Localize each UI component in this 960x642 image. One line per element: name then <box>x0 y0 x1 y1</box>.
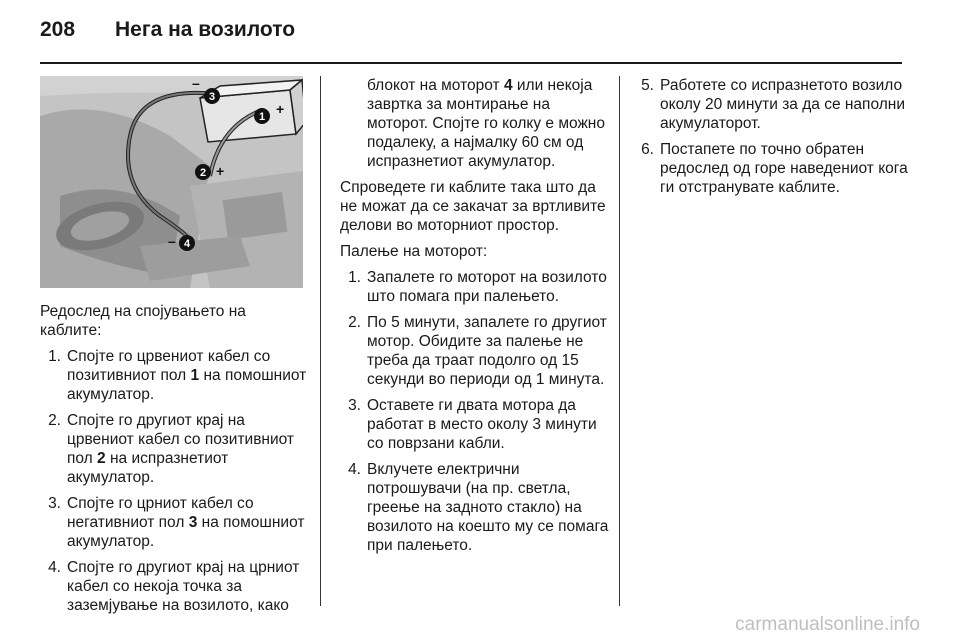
watermark: carmanualsonline.info <box>735 614 920 635</box>
column-divider <box>320 76 321 606</box>
engine-bay-drawing <box>40 76 303 288</box>
list-item: 3. Оставете ги двата мотора да работат в место околу 3 минути со поврзани кабли. <box>348 397 597 452</box>
page-number: 208 <box>40 18 76 41</box>
page-title: Нега на возилото <box>115 18 296 41</box>
list-item: 4. Вклучете електрични потрошувачи (на пр. светла, греење на задното стакло) на возилото на коешто му се помага при палењето. <box>348 461 609 554</box>
list-item: 2. Спојте го другиот крај на црвениот кабел со позитивниот пол 2 на испразнетиот акумулатор. <box>48 412 295 486</box>
list-item: 2. По 5 минути, запалете го другиот мотор. Обидите за палење не треба да траат подолго од 15 секунди во периоди од 1 минута. <box>348 314 607 388</box>
jump-start-illustration <box>40 76 303 288</box>
svg-text:2: 2 <box>199 167 207 179</box>
svg-text:+: + <box>276 101 285 117</box>
svg-text:3: 3 <box>208 91 216 103</box>
header-rule <box>40 62 902 64</box>
svg-text:–: – <box>192 76 200 91</box>
list-item: 1. Запалете го моторот на возилото што помага при палењето. <box>348 269 607 305</box>
left-column <box>40 302 310 622</box>
list-item: 3. Спојте го црниот кабел со негативниот пол 3 на помошниот акумулатор. <box>48 495 305 550</box>
list-item: 4. Спојте го другиот крај на црниот кабел со некоја точка за заземјување на возилото, како <box>48 559 300 614</box>
final-steps <box>640 76 910 197</box>
list-item: 6. Постапете по точно обратен редослед од горе наведениот кога ги отстранувате каблите. <box>641 141 908 196</box>
engine-start-heading: Палење на моторот: <box>340 243 488 260</box>
list-item: 5. Работете со испразнетото возило околу 20 минути за да се наполни акумулаторот. <box>641 77 905 132</box>
middle-column <box>340 76 612 562</box>
right-column <box>640 76 910 204</box>
list-item: 1. Спојте го црвениот кабел со позитивниот пол 1 на помошниот акумулатор. <box>48 348 307 403</box>
svg-text:1: 1 <box>258 111 266 123</box>
cable-routing-note: Спроведете ги каблите така што да не можат да се закачат за вртливите делови во моторниот простор. <box>340 179 606 234</box>
connection-steps <box>40 347 310 615</box>
start-steps <box>340 268 612 555</box>
page-header <box>40 18 295 42</box>
svg-text:+: + <box>216 163 225 179</box>
column-divider <box>619 76 620 606</box>
connection-order-intro: Редослед на спојувањето на каблите: <box>40 303 246 339</box>
svg-text:4: 4 <box>183 238 191 250</box>
step-4-continuation: блокот на моторот 4 или некоја завртка за монтирање на моторот. Спојте го колку е можно подалеку, а најмалку 60 см од испразнетиот акумулатор. <box>367 77 605 170</box>
svg-text:–: – <box>168 233 176 249</box>
